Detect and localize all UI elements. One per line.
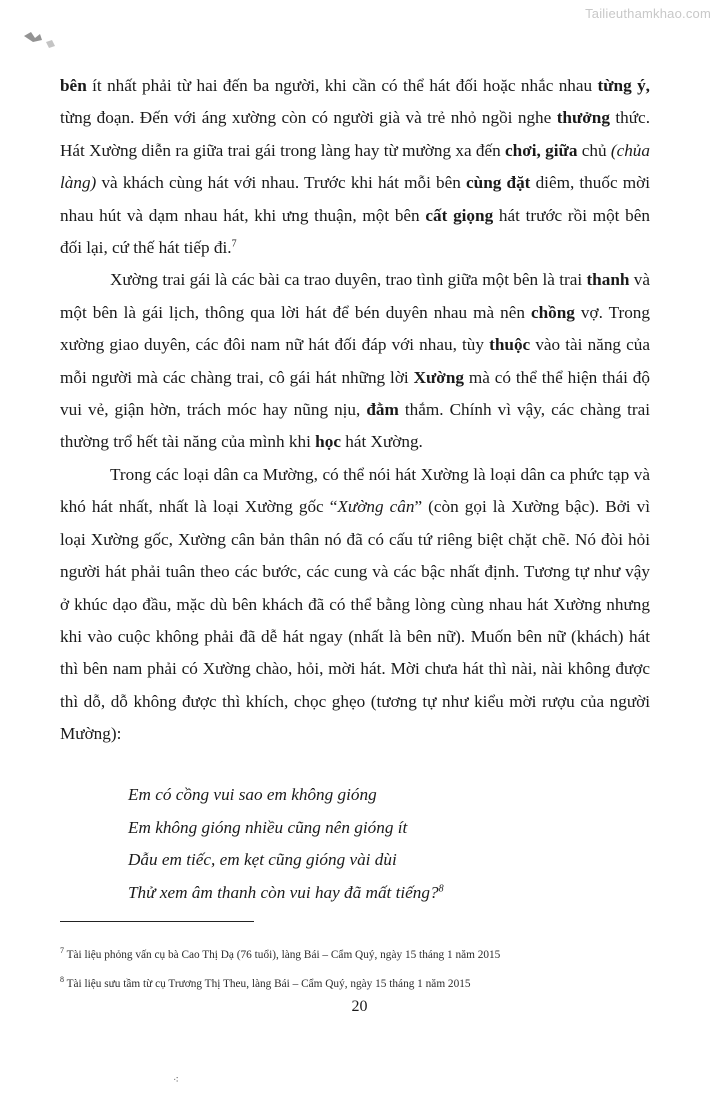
bold-word: cất giọng (425, 205, 494, 225)
text: thắm. Chính vì vậy, các chàng trai thường trổ hết tài năng của mình khi (60, 400, 650, 452)
text: chủ (577, 140, 611, 160)
bold-word: đằm (366, 400, 399, 420)
text: vào tài năng của mỗi người mà các chàng trai, cô gái hát những lời (60, 335, 650, 387)
poem-line-4-text: Thử xem âm thanh còn vui hay đã mất tiếng? (128, 882, 439, 902)
bold-word: Xường (413, 367, 464, 387)
footnote-number: 8 (60, 975, 64, 985)
paragraph-3 (60, 459, 650, 751)
bold-word: cùng đặt (466, 173, 531, 193)
text: Trong các loại dân ca Mường, có thể nói hát Xường là loại dân ca phức tạp và khó hát nhất, nhất là loại Xường gốc “ (60, 464, 650, 517)
text: vợ. Trong xường giao duyên, các đôi nam nữ hát đối đáp với nhau, tùy (60, 302, 650, 355)
footnote-8 (60, 970, 660, 999)
paragraph-2 (60, 264, 650, 458)
bold-word: bên (60, 76, 87, 95)
scan-speck: ⁖ (173, 1075, 179, 1086)
text: từng đoạn. Đến với áng xường còn có người già và trẻ nhỏ ngồi nghe (60, 108, 557, 128)
footnote-ref-8: 8 (438, 882, 444, 894)
bold-word: học (315, 432, 341, 452)
text: ít nhất phải từ hai đến ba người, khi cần có thể hát đối hoặc nhắc nhau (86, 76, 598, 95)
bold-word: chơi, giữa (505, 140, 578, 160)
footnote-ref-7: 7 (231, 238, 237, 250)
footnote-text: Tài liệu phỏng vấn cụ bà Cao Thị Dạ (76 tuổi), làng Bái – Cẩm Quý, ngày 15 tháng 1 năm 2015 (66, 949, 501, 961)
bold-word: chồng (530, 302, 575, 322)
text: thức. Hát Xường diễn ra giữa trai gái trong làng hay từ mường xa đến (60, 108, 650, 160)
poem-line-3: Dẫu em tiếc, em kẹt cũng gióng vài dùi (128, 850, 397, 869)
main-text (60, 70, 650, 751)
bold-word: thanh (586, 270, 630, 290)
bold-word: thưởng (556, 108, 610, 128)
poem-line-1: Em có cồng vui sao em không gióng (128, 785, 377, 804)
paragraph-1 (60, 70, 650, 264)
poem-line-2: Em không gióng nhiều cũng nên gióng ít (128, 817, 408, 837)
bold-word: thuộc (489, 335, 531, 355)
text: hát trước rồi một bên đối lại, cứ thế hát tiếp đi. (60, 205, 650, 258)
text: và một bên là gái lịch, thông qua lời hát để bén duyên nhau mà nên (60, 270, 650, 322)
italic-phrase: (chủa làng) (60, 140, 650, 193)
text: Xường trai gái là các bài ca trao duyên, trao tình giữa một bên là trai (110, 270, 587, 290)
watermark: Tailieuthamkhao.com (585, 6, 711, 21)
footnote-divider (60, 921, 254, 922)
page-number: 20 (351, 998, 368, 1015)
text: diêm, thuốc mời nhau hút và dạm nhau hát, khi ưng thuận, một bên (60, 173, 650, 225)
text: ” (còn gọi là Xường bậc). Bởi vì loại Xường gốc, Xường cân bản thân nó đã có cấu tứ riêng biệt chặt chẽ. Nó đòi hỏi người hát phải tuân theo các bước, các cung và các bậc nhất định. Tương tự như vậy ở khúc dạo đầu, mặc dù bên khách đã có thể bằng lòng cùng nhau hát Xường nhưng khi vào cuộc không phải đã dễ hát ngay (nhất là bên nữ). Muốn bên nữ (khách) hát thì bên nam phải có Xường chào, hỏi, mời hát. Mời chưa hát thì nài, nài không được thì dỗ, dỗ không được thì khích, chọc ghẹo (tương tự như kiểu mời rượu của người Mường): (60, 497, 650, 744)
scan-noise-mark (22, 22, 62, 52)
text: và khách cùng hát với nhau. Trước khi hát mỗi bên (96, 173, 467, 193)
text: mà có thể thể hiện thái độ vui vẻ, giận hờn, trách móc hay nũng nịu, (60, 367, 650, 420)
footnote-7 (60, 941, 660, 970)
footnote-text: Tài liệu sưu tầm từ cụ Trương Thị Theu, làng Bái – Cẩm Quý, ngày 15 tháng 1 năm 2015 (66, 978, 471, 990)
poem (128, 779, 648, 909)
footnote-number: 7 (60, 946, 64, 956)
bold-word: từng ý, (597, 76, 650, 95)
poem-line-4 (128, 877, 648, 910)
text: hát Xường. (340, 432, 423, 452)
footnotes (60, 941, 660, 999)
italic-phrase: Xường cân (337, 497, 415, 517)
